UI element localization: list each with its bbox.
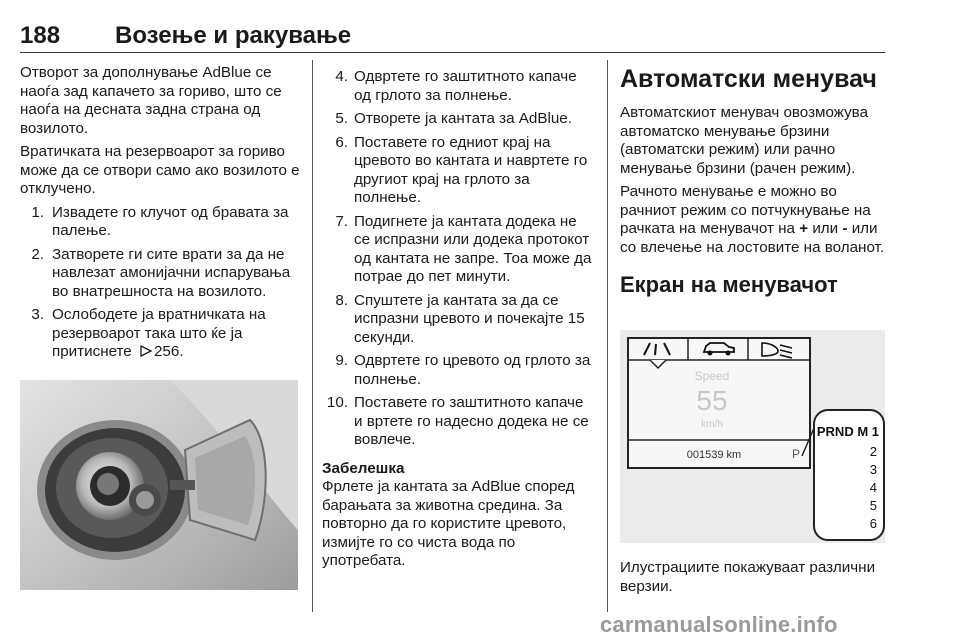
gear-indicator: P — [792, 447, 801, 461]
manual-mode-text: Рачното менување е можно во рачниот режим со потчукнување на рачката на менувачот на — [620, 183, 871, 237]
speed-value: 55 — [696, 385, 728, 416]
minus-symbol: - — [842, 220, 848, 237]
step-item — [322, 352, 594, 389]
odometer-value: 001539 km — [686, 449, 742, 461]
step-item — [322, 394, 594, 450]
adblue-location-paragraph: Отворот за дополнување AdBlue се наоѓа зад капачето за гориво, што се наоѓа на десната задна страна од возилото. — [20, 64, 282, 137]
step-text: Поставете го заштитното капаче и вртете го надесно додека не се вовлече. — [354, 394, 589, 448]
step-number: 3. — [31, 306, 44, 323]
page-number: 188 — [20, 22, 61, 49]
instrument-cluster-diagram — [620, 330, 885, 543]
column-left — [20, 64, 305, 368]
page-reference: 256. — [153, 343, 184, 360]
plus-symbol: + — [799, 220, 809, 237]
fuel-door-paragraph: Вратичката на резервоарот за гориво може да се отвори само ако возилото е отклучено. — [20, 143, 300, 197]
header-rule — [20, 52, 885, 53]
column-right — [620, 64, 888, 313]
page-header — [20, 22, 885, 54]
arrow-reference-icon — [140, 345, 152, 357]
step-text: Отворете ја кантата за AdBlue. — [354, 110, 572, 127]
step-item — [322, 292, 594, 348]
step-number: 7. — [335, 212, 348, 230]
gear-3: 3 — [869, 462, 877, 477]
manual-mode-text-end: или со влечење на лостовите на воланот. — [620, 220, 885, 256]
note-title: Забелешка — [322, 459, 405, 477]
note-text: Фрлете ја кантата за AdBlue според барањата за животна средина. За повторно да го користите цревото, измијте го со чиста вода по употребата. — [322, 478, 575, 569]
step-item — [322, 213, 594, 287]
steps-list-1 — [20, 204, 305, 362]
section-heading: Автоматски менувач — [620, 65, 877, 93]
step-number: 8. — [335, 291, 348, 309]
step-item — [20, 204, 305, 241]
automatic-transmission-paragraph: Автоматскиот менувач овозможува автоматско менување брзини (автоматски режим) или рачно менување брзини (рачен режим). — [620, 104, 869, 177]
gear-display-illustration — [620, 330, 885, 543]
watermark-text: carmanualsonline.info — [600, 612, 838, 637]
manual-mode-or: или — [812, 220, 839, 237]
gear-6: 6 — [869, 516, 877, 531]
gear-5: 5 — [869, 498, 877, 513]
step-number: 1. — [31, 203, 44, 221]
step-item — [20, 246, 305, 302]
step-text: Одвртете го заштитното капаче од грлото за полнење. — [354, 68, 577, 104]
column-middle — [322, 68, 594, 576]
step-number: 5. — [335, 110, 348, 127]
fuel-door-photo — [20, 380, 298, 590]
step-text: Извадете го клучот од бравата за палење. — [52, 203, 289, 239]
step-number: 10. — [326, 394, 348, 411]
step-text: Поставете го едниот крај на цревото во кантата и навртете го другиот крај на грлото за полнење. — [354, 133, 588, 206]
step-number: 2. — [31, 245, 44, 263]
subsection-heading: Екран на менувачот — [620, 272, 838, 297]
gear-4: 4 — [869, 480, 877, 495]
step-item — [20, 306, 305, 362]
fuel-filler-image — [20, 380, 298, 590]
illustration-caption: Илустрациите покажуваат различни верзии. — [620, 559, 876, 595]
speed-label: Speed — [694, 369, 730, 383]
gear-strip-label: PRND M 1 — [816, 424, 879, 439]
step-number: 9. — [335, 352, 348, 369]
step-item — [322, 68, 594, 105]
speed-unit: km/h — [701, 419, 723, 430]
column-divider — [607, 60, 608, 612]
gear-2: 2 — [869, 444, 877, 459]
step-text: Спуштете ја кантата за да се испразни цревото и почекајте 15 секунди. — [354, 291, 585, 346]
manual-mode-paragraph — [620, 183, 888, 257]
column-divider — [312, 60, 313, 612]
step-text: Затворете ги сите врати за да не навлезат амонијачни испарувања во внатрешноста на возилото. — [52, 245, 291, 300]
section-title: Возење и ракување — [115, 22, 352, 49]
steps-list-2 — [322, 68, 594, 450]
step-item — [322, 110, 594, 129]
step-number: 6. — [335, 133, 348, 151]
step-text: Подигнете ја кантата додека не се испразни или додека протокот од кантата не запре. Тоа може да потрае до пет минути. — [354, 212, 592, 285]
step-text: Ослободете ја вратничката на резервоарот така што ќе ја притиснете — [52, 306, 266, 360]
step-item — [322, 134, 594, 208]
step-text: Одвртете го цревото од грлото за полнење. — [354, 352, 591, 388]
step-number: 4. — [335, 68, 348, 85]
